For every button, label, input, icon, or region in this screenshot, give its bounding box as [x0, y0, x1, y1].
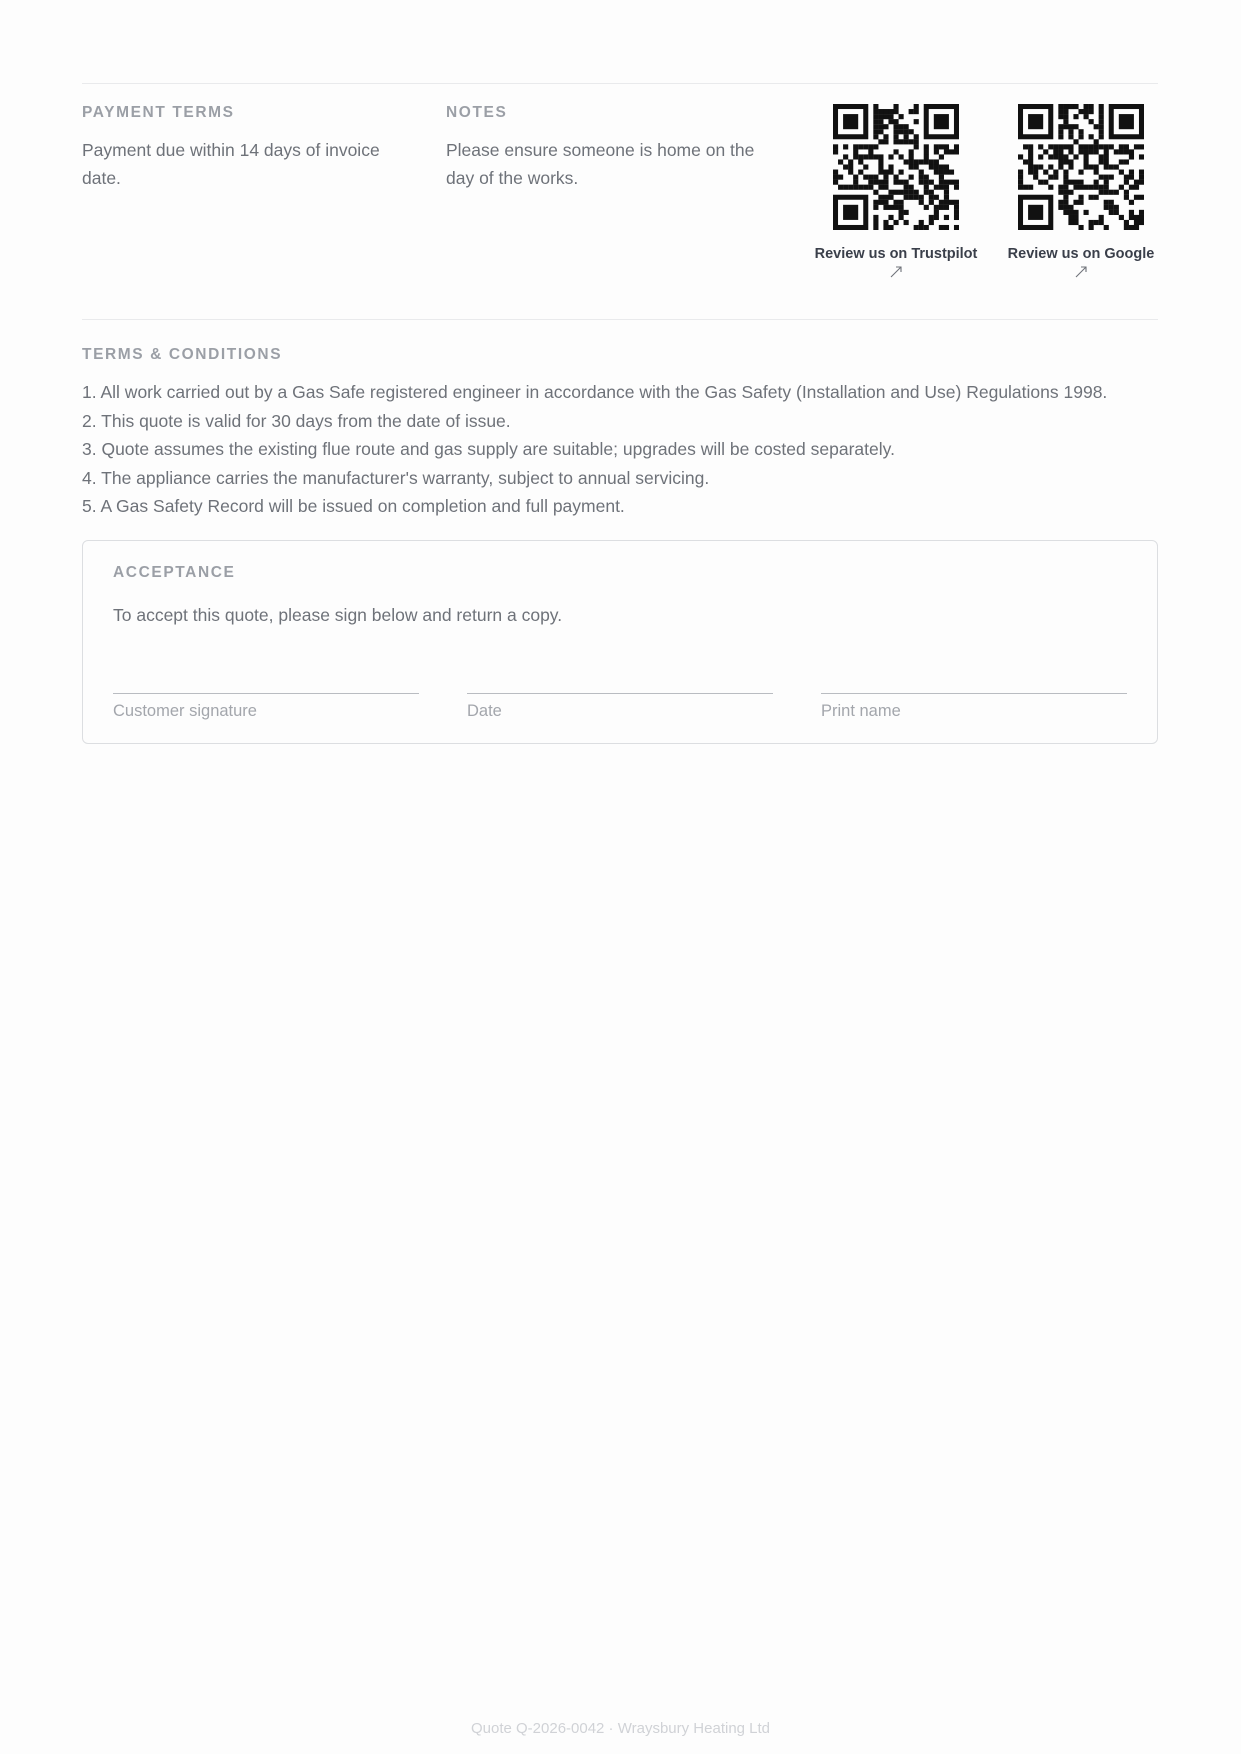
customer-signature-label: Customer signature [113, 702, 257, 720]
payment-terms-heading: PAYMENT TERMS [82, 104, 235, 121]
date-line[interactable] [467, 693, 773, 694]
quote-page [82, 0, 1158, 1754]
trustpilot-review[interactable] [811, 104, 981, 280]
terms-list [82, 378, 1158, 521]
print-name-line[interactable] [821, 693, 1127, 694]
acceptance-intro: To accept this quote, please sign below and return a copy. [113, 605, 563, 625]
terms-item: 1. All work carried out by a Gas Safe registered engineer in accordance with the Gas Safety (Installation and Use) Regulations 1998. [82, 382, 1108, 402]
external-arrow-icon [1073, 264, 1089, 280]
date-label: Date [467, 702, 502, 720]
notes-text: Please ensure someone is home on the day of the works. [446, 140, 755, 188]
print-name-field[interactable] [821, 693, 1127, 721]
payment-terms-section [82, 104, 402, 192]
external-arrow-icon [888, 264, 904, 280]
terms-item: 2. This quote is valid for 30 days from the date of issue. [82, 410, 511, 431]
terms-section [82, 346, 1158, 521]
qr-code-icon[interactable] [833, 104, 959, 230]
google-review-link[interactable]: Review us on Google [1007, 246, 1155, 262]
acceptance-heading: ACCEPTANCE [113, 564, 236, 581]
middle-divider [82, 319, 1158, 320]
signature-line[interactable] [113, 693, 419, 694]
date-field[interactable] [467, 693, 773, 721]
page-footer: Quote Q-2026-0042 · Wraysbury Heating Ltd [470, 1720, 771, 1737]
trustpilot-review-link[interactable]: Review us on Trustpilot [814, 246, 978, 262]
terms-item: 4. The appliance carries the manufacturer's warranty, subject to annual servicing. [82, 467, 710, 488]
qr-code-icon[interactable] [1018, 104, 1144, 230]
print-name-label: Print name [821, 702, 901, 720]
notes-section [446, 104, 776, 192]
terms-heading: TERMS & CONDITIONS [82, 346, 283, 363]
acceptance-box [82, 540, 1158, 744]
top-divider [82, 83, 1158, 84]
notes-heading: NOTES [446, 104, 508, 121]
google-review[interactable] [996, 104, 1166, 280]
terms-item: 3. Quote assumes the existing flue route and gas supply are suitable; upgrades will be costed separately. [82, 439, 895, 459]
customer-signature-field[interactable] [113, 693, 419, 721]
payment-terms-text: Payment due within 14 days of invoice date. [82, 140, 380, 188]
terms-item: 5. A Gas Safety Record will be issued on completion and full payment. [82, 496, 625, 516]
